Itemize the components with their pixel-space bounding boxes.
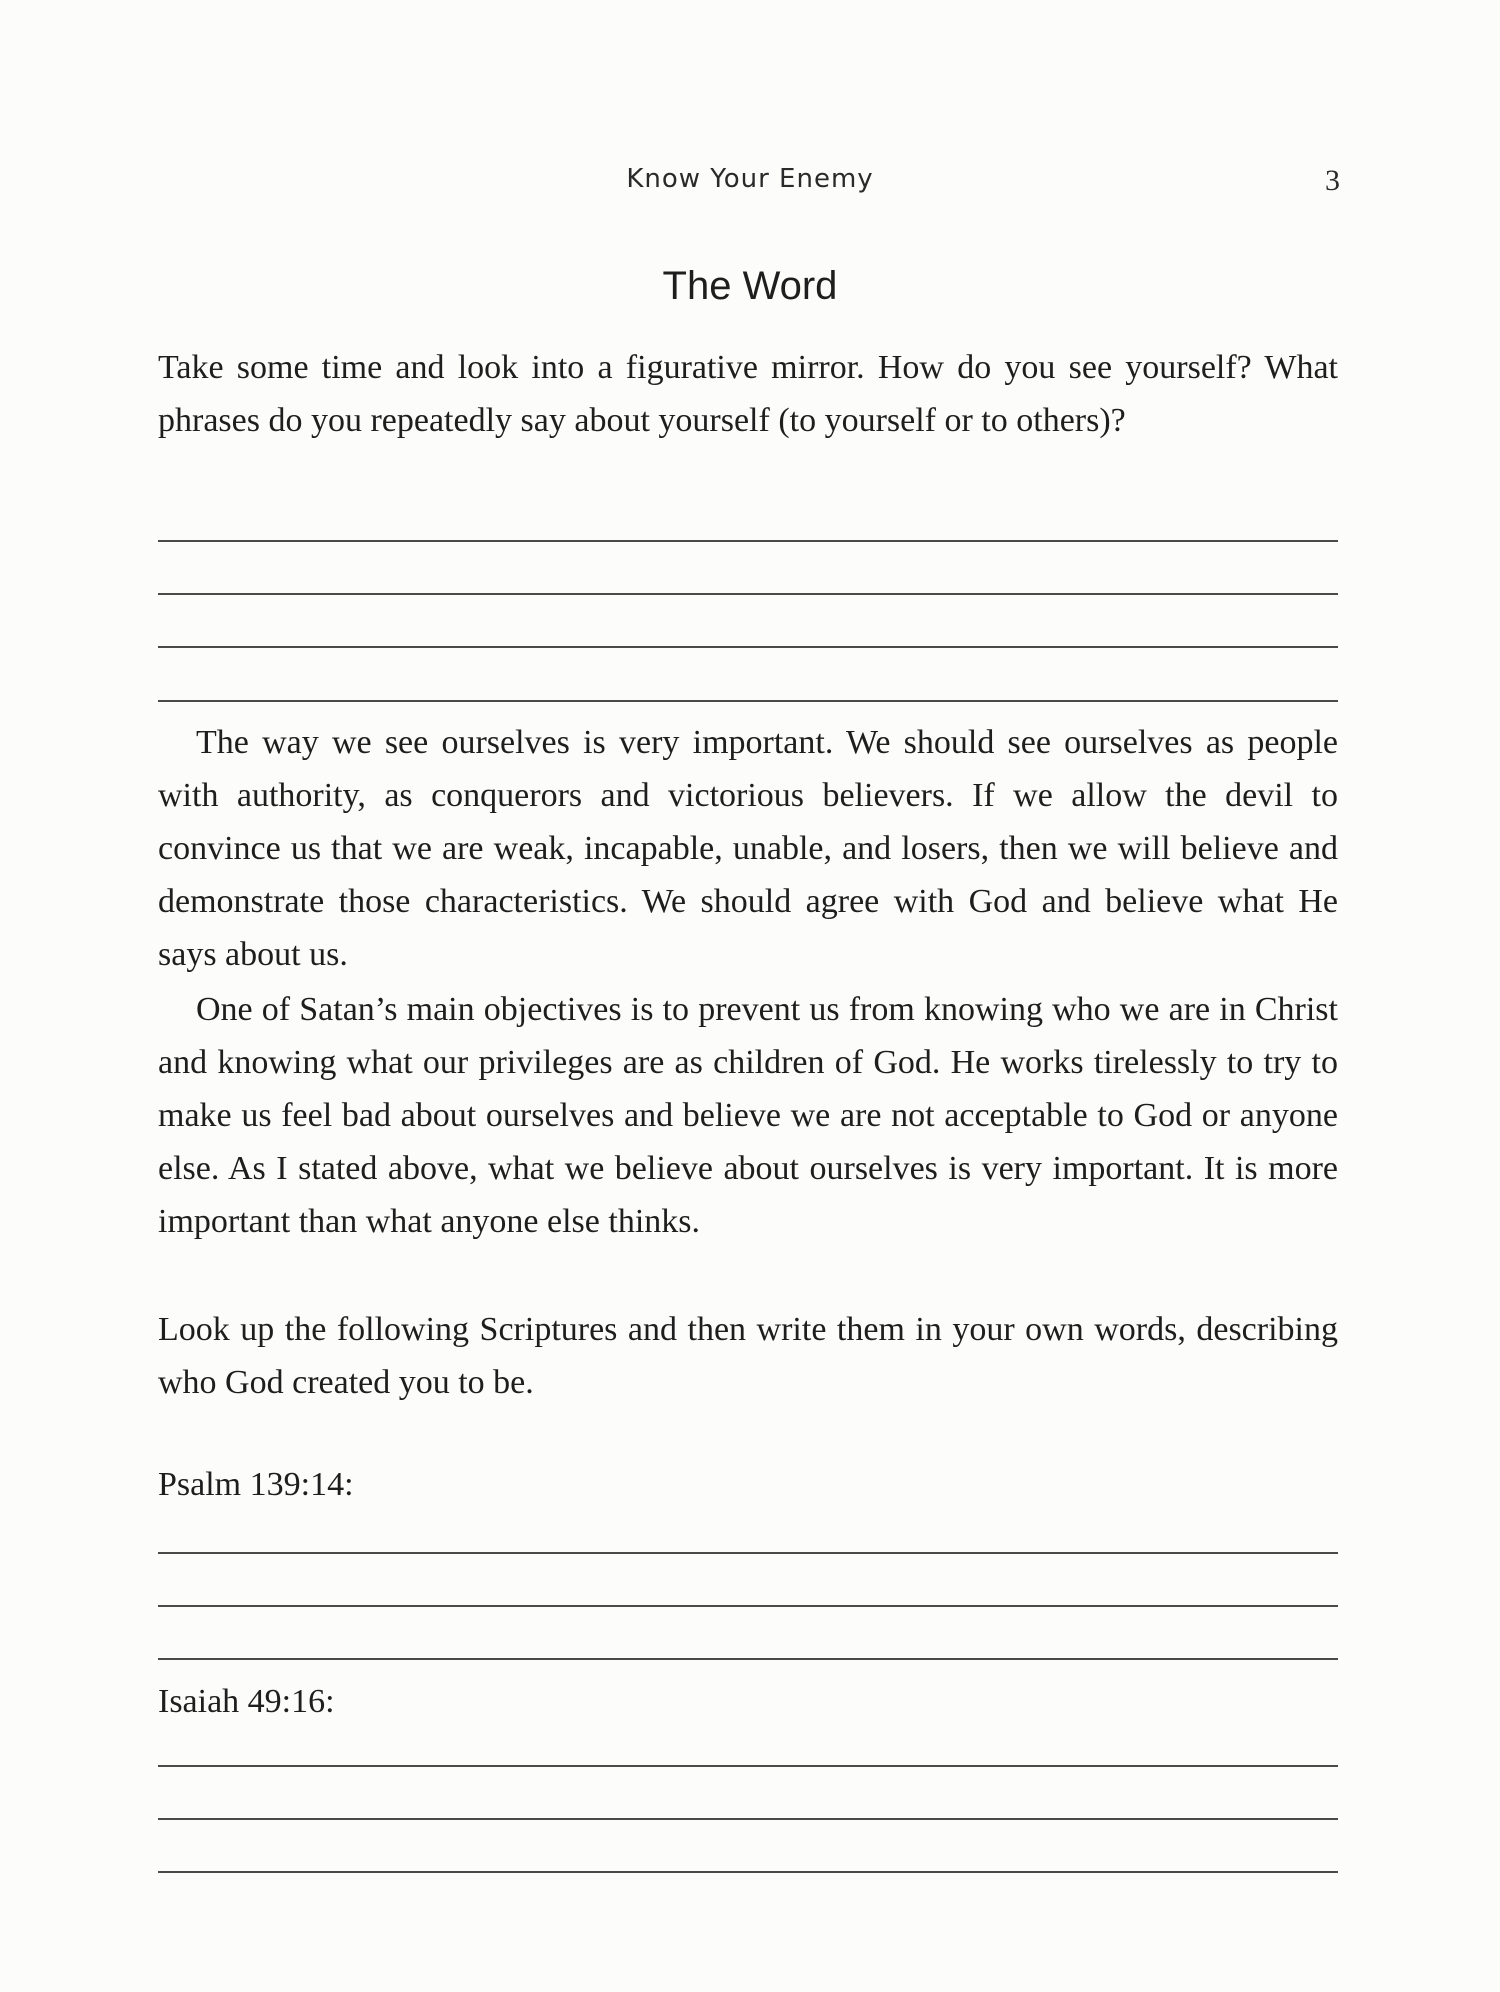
mirror-prompt: Take some time and look into a figurative mirror. How do you see yourself? What phrases do you repeatedly say about yourself (to yourself or to others)? — [158, 349, 1338, 439]
answer-line[interactable] — [158, 593, 1338, 595]
answer-line[interactable] — [158, 1765, 1338, 1767]
answer-line[interactable] — [158, 540, 1338, 542]
running-head — [0, 164, 1500, 204]
scripture-label-isaiah: Isaiah 49:16: — [158, 1683, 335, 1720]
answer-line[interactable] — [158, 1871, 1338, 1873]
scripture-label-psalm: Psalm 139:14: — [158, 1466, 354, 1503]
section-title: The Word — [662, 264, 838, 308]
paragraph-satan-objectives: One of Satan’s main objectives is to prevent us from knowing who we are in Christ and knowing what our privileges are as children of God. He works tirelessly to try to make us feel bad about ourselves and believe we are not acceptable to God or anyone else. As I stated above, what we believe about ourselves is very important. It is more important than what anyone else thinks. — [158, 991, 1338, 1240]
answer-line[interactable] — [158, 1552, 1338, 1554]
paragraph-self-view: The way we see ourselves is very important. We should see ourselves as people with authority, as conquerors and victorious believers. If we allow the devil to convince us that we are weak, incapable, unable, and losers, then we will believe and demonstrate those characteristics. We should agree with God and believe what He says about us. — [158, 724, 1338, 973]
scripture-prompt: Look up the following Scriptures and then write them in your own words, describing who God created you to be. — [158, 1311, 1338, 1401]
page-number: 3 — [1325, 164, 1340, 197]
answer-line[interactable] — [158, 1818, 1338, 1820]
answer-line[interactable] — [158, 1658, 1338, 1660]
answer-line[interactable] — [158, 1605, 1338, 1607]
running-title: Know Your Enemy — [626, 164, 874, 194]
answer-line[interactable] — [158, 700, 1338, 702]
answer-line[interactable] — [158, 646, 1338, 648]
